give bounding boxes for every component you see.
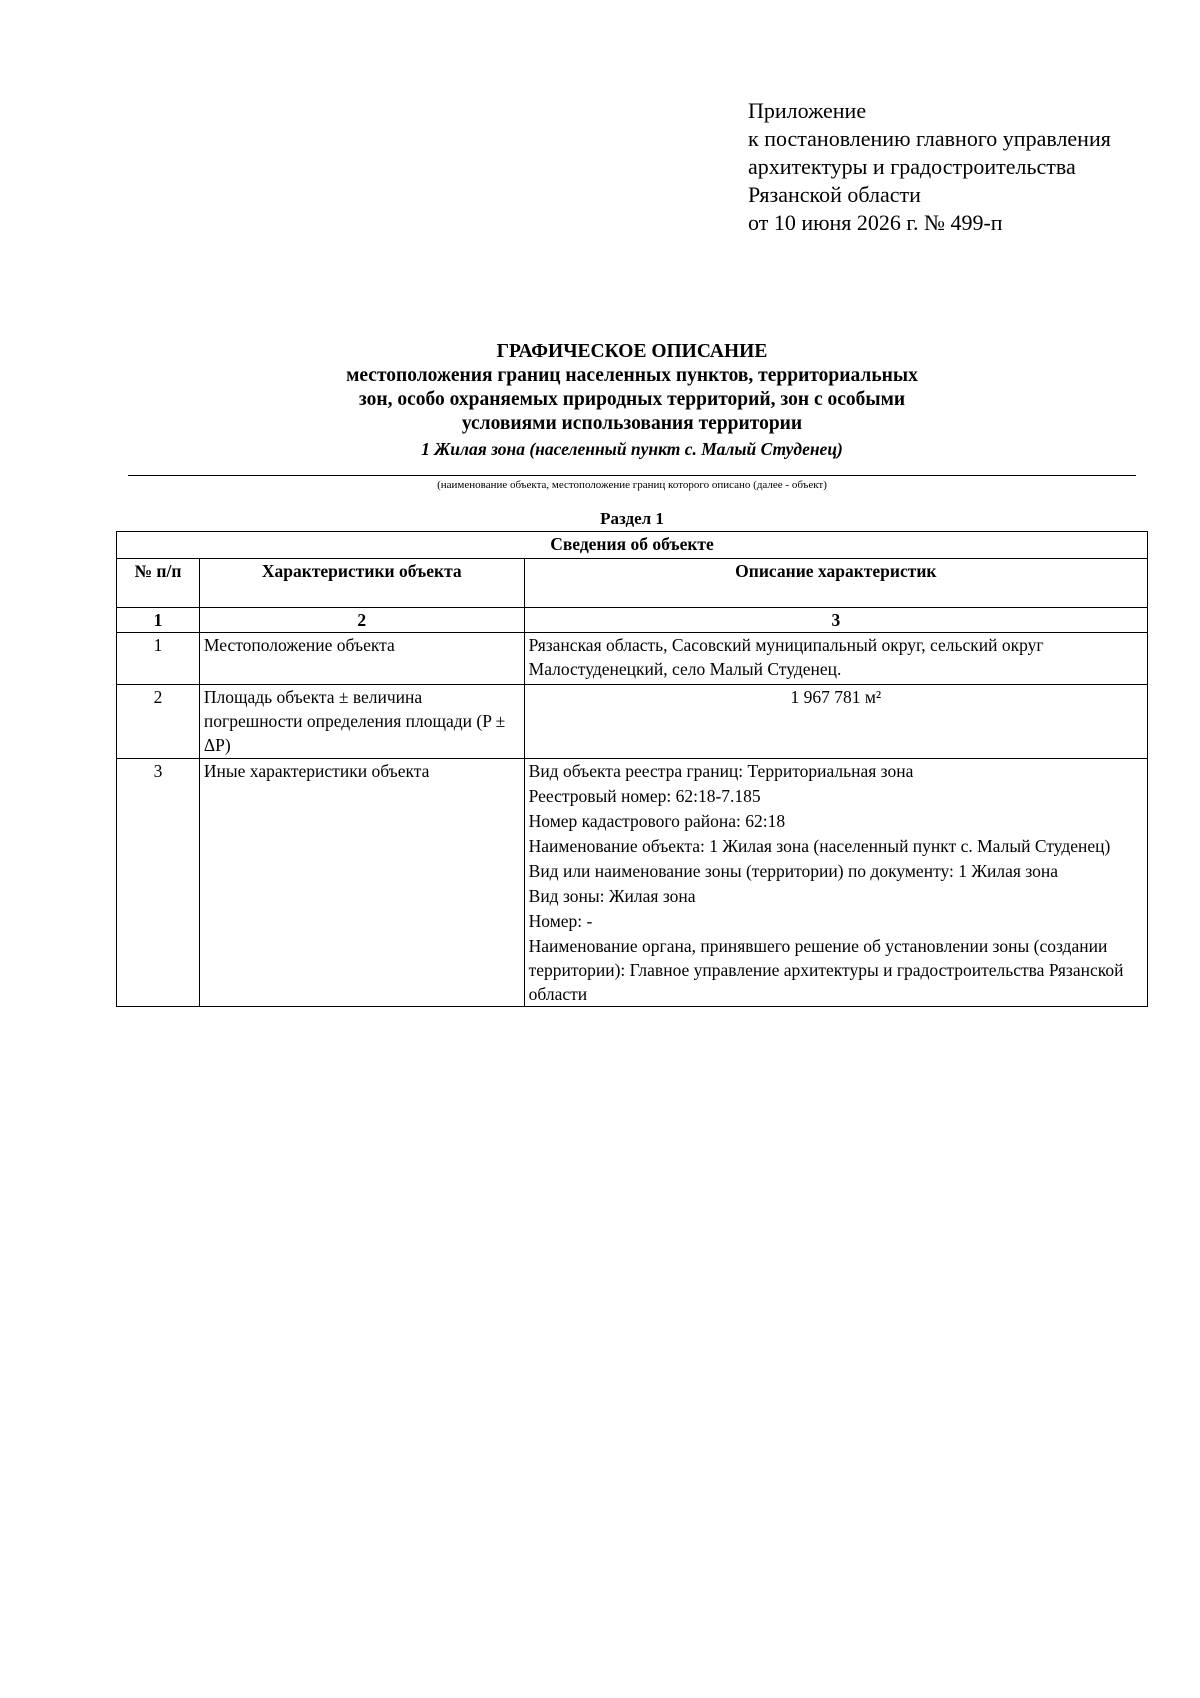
header-num: № п/п xyxy=(117,559,200,608)
table-row xyxy=(117,685,1148,759)
row-characteristic: Местоположение объекта xyxy=(199,633,524,685)
description-line: Вид или наименование зоны (территории) по документу: 1 Жилая зона xyxy=(528,861,1059,881)
column-number-row xyxy=(117,608,1148,633)
header-characteristics: Характеристики объекта xyxy=(199,559,524,608)
header-description: Описание характеристик xyxy=(524,559,1147,608)
row-description xyxy=(524,759,1147,1007)
object-name-caption: (наименование объекта, местоположение границ которого описано (далее - объект) xyxy=(437,479,827,491)
appendix-line: к постановлению главного управления xyxy=(748,126,1111,151)
row-num: 1 xyxy=(117,633,200,685)
row-num: 2 xyxy=(117,685,200,759)
description-line: Номер: - xyxy=(528,911,593,931)
appendix-header xyxy=(748,97,1111,237)
table-caption-row xyxy=(117,532,1148,559)
table-caption: Сведения об объекте xyxy=(117,532,1148,559)
row-description xyxy=(524,685,1147,759)
title-sub-line: местоположения границ населенных пунктов, территориальных xyxy=(346,365,918,386)
column-number: 2 xyxy=(199,608,524,633)
row-characteristic: Площадь объекта ± величина погрешности определения площади (P ± ΔP) xyxy=(199,685,524,759)
description-line: Вид зоны: Жилая зона xyxy=(528,886,696,906)
row-description xyxy=(524,633,1147,685)
appendix-line: Рязанской области xyxy=(748,182,921,207)
row-num: 3 xyxy=(117,759,200,1007)
title-sub-line: зон, особо охраняемых природных территорий, зон с особыми xyxy=(358,389,906,410)
appendix-line: от 10 июня 2026 г. № 499-п xyxy=(748,210,1003,235)
description-line: Вид объекта реестра границ: Территориальная зона xyxy=(528,761,914,781)
description-line: Рязанская область, Сасовский муниципальный округ, сельский округ Малостуденецкий, село Малый Студенец. xyxy=(528,635,1044,679)
title-sub-line: условиями использования территории xyxy=(461,413,803,434)
description-line: Реестровый номер: 62:18-7.185 xyxy=(528,786,761,806)
object-name-underline xyxy=(128,475,1136,476)
section-label: Раздел 1 xyxy=(600,509,664,528)
title-main: ГРАФИЧЕСКОЕ ОПИСАНИЕ xyxy=(496,341,768,362)
object-name: 1 Жилая зона (населенный пункт с. Малый Студенец) xyxy=(421,439,843,459)
description-line: Наименование органа, принявшего решение об установлении зоны (создании территории): Главное управление архитектуры и градостроительства Рязанской области xyxy=(528,936,1124,1004)
appendix-line: архитектуры и градостроительства xyxy=(748,154,1076,179)
document-title xyxy=(128,340,1136,461)
description-line: 1 967 781 м² xyxy=(790,687,882,707)
column-number: 3 xyxy=(524,608,1147,633)
description-line: Номер кадастрового района: 62:18 xyxy=(528,811,786,831)
table-row xyxy=(117,633,1148,685)
object-info-table xyxy=(116,531,1148,1007)
description-line: Наименование объекта: 1 Жилая зона (населенный пункт с. Малый Студенец) xyxy=(528,836,1111,856)
table-row xyxy=(117,759,1148,1007)
table-header-row xyxy=(117,559,1148,608)
row-characteristic: Иные характеристики объекта xyxy=(199,759,524,1007)
column-number: 1 xyxy=(117,608,200,633)
appendix-line: Приложение xyxy=(748,98,867,123)
